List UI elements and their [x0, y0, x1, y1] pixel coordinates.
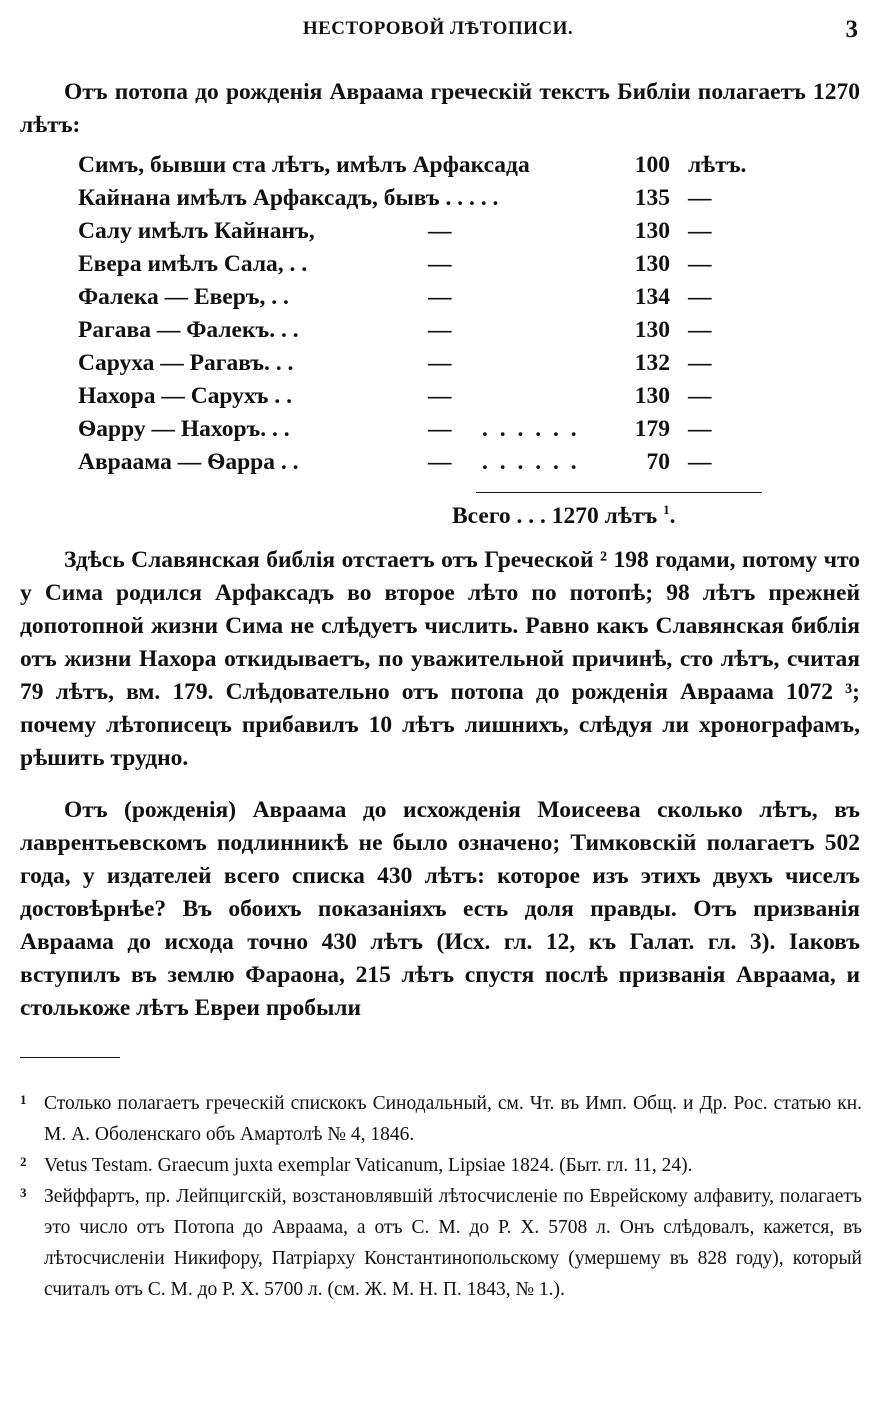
- row-name: Саруха — Рагавъ. . .: [78, 350, 294, 376]
- row-years: 179: [634, 416, 670, 442]
- row-name: Авраама — Ѳарра . .: [78, 449, 299, 475]
- table-row: [78, 416, 778, 449]
- table-row: [78, 383, 778, 416]
- row-name: Симъ, бывши ста лѣтъ, имѣлъ Арфаксада: [78, 152, 530, 178]
- row-dash: —: [428, 284, 452, 310]
- row-name: Кайнана имѣлъ Арфаксадъ, бывъ . . . . .: [78, 185, 499, 211]
- row-dash: —: [428, 383, 452, 409]
- footnote-1: [20, 1088, 862, 1150]
- row-name: Евера имѣлъ Сала, . .: [78, 251, 308, 277]
- row-years: 135: [634, 185, 670, 211]
- footnote-rule: [20, 1057, 120, 1058]
- footnote-3: [20, 1181, 862, 1305]
- row-unit: —: [688, 284, 712, 310]
- row-unit: —: [688, 317, 712, 343]
- row-name: Салу имѣлъ Кайнанъ,: [78, 218, 315, 244]
- table-row: [78, 317, 778, 350]
- page-number: 3: [845, 16, 858, 43]
- footnote-mark: 3: [20, 1185, 27, 1200]
- row-years: 70: [646, 449, 670, 475]
- footnote-mark: 1: [20, 1092, 27, 1107]
- row-dash: —: [428, 251, 452, 277]
- total-footnote-mark: 1: [663, 502, 670, 517]
- table-row: [78, 350, 778, 383]
- row-unit: —: [688, 218, 712, 244]
- row-unit: —: [688, 449, 712, 475]
- row-name: Ѳарру — Нахоръ. . .: [78, 416, 290, 442]
- row-years: 100: [634, 152, 670, 178]
- row-name: Рагава — Фалекъ. . .: [78, 317, 299, 343]
- row-unit: —: [688, 185, 712, 211]
- paragraph-abraham-to-exodus: Отъ (рожденія) Авраама до исхожденія Моисеева сколько лѣтъ, въ лаврентьевскомъ подлинникѣ не было означено; Тимковскій полагаетъ 502 года, у издателей всего списка 430 лѣтъ: которое изъ этихъ двухъ чиселъ достовѣрнѣе? Въ обоихъ показаніяхъ есть доля правды. Отъ призванія Авраама до исхода точно 430 лѣтъ (Исх. гл. 12, къ Галат. гл. 3). Іаковъ вступилъ въ землю Фараона, 215 лѣтъ спустя послѣ призванія Авраама, и столькоже лѣтъ Евреи пробыли: [20, 797, 860, 1021]
- row-years: 130: [634, 317, 670, 343]
- row-years: 130: [634, 383, 670, 409]
- paragraph-block-1: [20, 544, 860, 775]
- row-unit: —: [688, 350, 712, 376]
- sum-rule: [476, 492, 762, 493]
- row-dash: —: [428, 350, 452, 376]
- intro-paragraph-block: [20, 76, 860, 142]
- footnote-text: Столько полагаетъ греческій спискокъ Синодальный, см. Чт. въ Имп. Общ. и Др. Рос. статью кн. М. А. Оболенскаго объ Амартолѣ № 4, 1846.: [44, 1093, 862, 1145]
- paragraph-block-2: [20, 794, 860, 1025]
- row-dash: —: [428, 317, 452, 343]
- table-row: [78, 185, 778, 218]
- row-years: 134: [634, 284, 670, 310]
- running-title: НЕСТОРОВОЙ ЛѢТОПИСИ.: [302, 18, 574, 39]
- row-dash: —: [428, 416, 452, 442]
- row-unit: —: [688, 416, 712, 442]
- table-row: [78, 218, 778, 251]
- table-row: [78, 284, 778, 317]
- row-name: Фалека — Еверъ, . .: [78, 284, 289, 310]
- table-row: [78, 152, 778, 185]
- genealogy-table: [78, 152, 778, 482]
- footnote-text: Зейффартъ, пр. Лейпцигскій, возстановлявшій лѣтосчисленіе по Еврейскому алфавиту, полагаетъ это число отъ Потопа до Авраама, а отъ С. М. до Р. Х. 5708 л. Онъ слѣдовалъ, кажется, въ лѣтосчисленіи Никифору, Патріарху Константинопольскому (умершему въ 828 году), который считалъ отъ С. М. до Р. Х. 5700 л. (см. Ж. М. Н. П. 1843, № 1.).: [44, 1186, 862, 1300]
- row-unit: —: [688, 383, 712, 409]
- total-end: .: [669, 502, 676, 529]
- footnote-2: [20, 1150, 862, 1181]
- row-dots: . . . . . .: [482, 416, 580, 442]
- row-unit: —: [688, 251, 712, 277]
- table-row: [78, 251, 778, 284]
- footnote-text: Vetus Testam. Graecum juxta exemplar Vaticanum, Lipsiae 1824. (Быт. гл. 11, 24).: [44, 1155, 693, 1176]
- row-dash: —: [428, 449, 452, 475]
- footnote-mark: 2: [20, 1154, 27, 1169]
- footnotes: [20, 1088, 862, 1305]
- table-row: [78, 449, 778, 482]
- paragraph-slavonic-bible: Здѣсь Славянская библія отстаетъ отъ Греческой ² 198 годами, потому что у Сима родился Арфаксадъ во второе лѣто по потопѣ; 98 лѣтъ прежней допотопной жизни Сима не слѣдуетъ числить. Равно какъ Славянская библія отъ жизни Нахора откидываетъ, по уважительной причинѣ, сто лѣтъ, считая 79 лѣтъ, вм. 179. Слѣдовательно отъ потопа до рожденія Авраама 1072 ³; почему лѣтописецъ прибавилъ 10 лѣтъ лишнихъ, слѣдуя ли хронографамъ, рѣшить трудно.: [20, 547, 860, 771]
- total-label: Всего . . . 1270 лѣтъ: [452, 502, 658, 529]
- total-row: [452, 502, 675, 530]
- intro-paragraph: Отъ потопа до рожденія Авраама греческій текстъ Библіи полагаетъ 1270 лѣтъ:: [20, 79, 860, 138]
- row-dash: —: [428, 218, 452, 244]
- row-unit: лѣтъ.: [688, 152, 747, 178]
- row-dots: . . . . . .: [482, 449, 580, 475]
- row-years: 130: [634, 218, 670, 244]
- row-name: Нахора — Сарухъ . .: [78, 383, 292, 409]
- row-years: 132: [634, 350, 670, 376]
- page-header: [0, 16, 876, 50]
- row-years: 130: [634, 251, 670, 277]
